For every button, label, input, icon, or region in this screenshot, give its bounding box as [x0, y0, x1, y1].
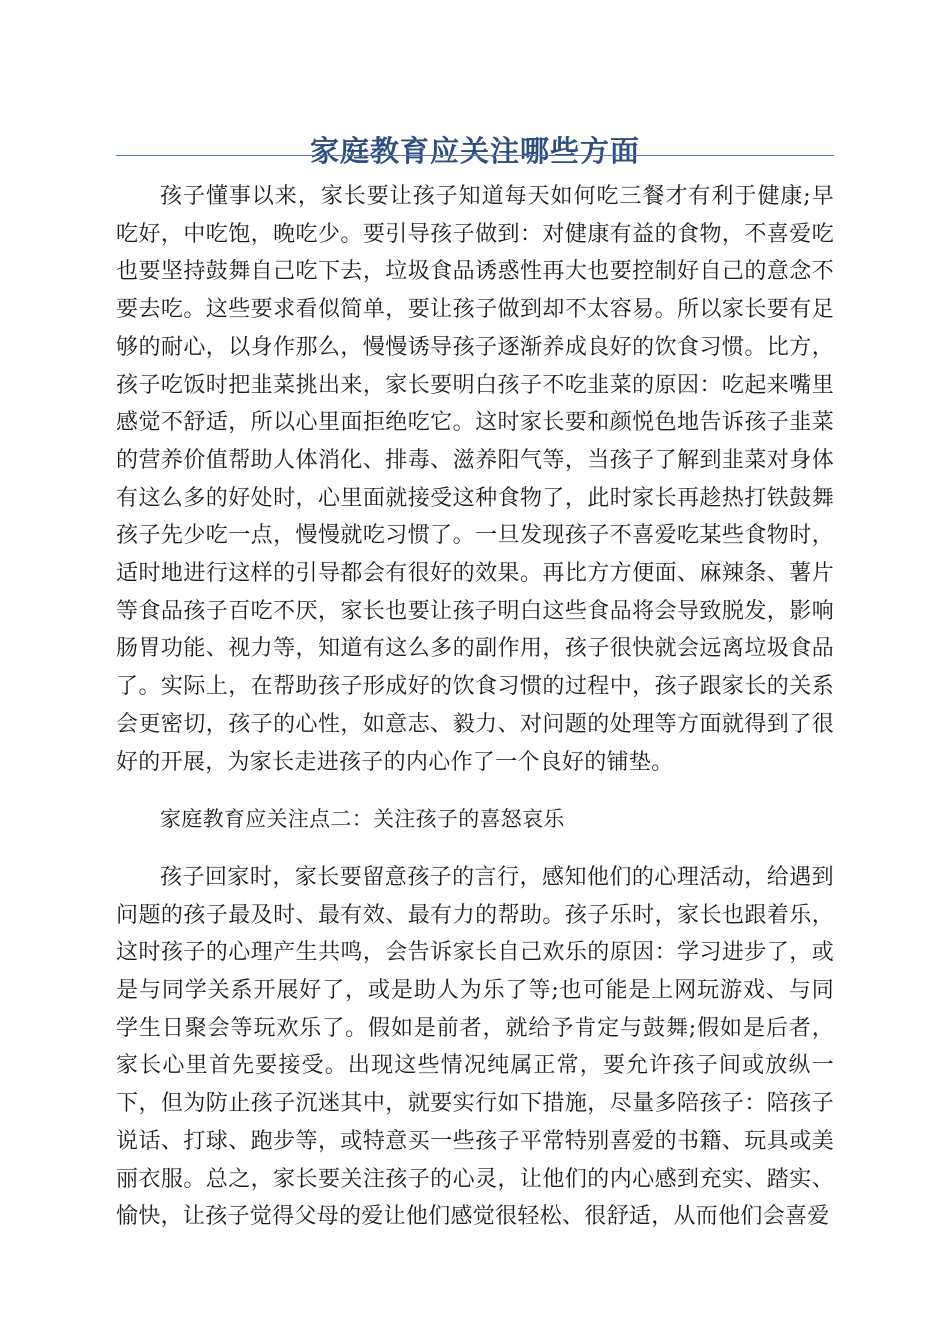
document-body — [116, 178, 834, 1236]
section-heading-point-two: 家庭教育应关注点二：关注孩子的喜怒哀乐 — [160, 807, 565, 832]
document-title: 家庭教育应关注哪些方面 — [309, 134, 640, 169]
title-underline — [116, 155, 834, 156]
paragraph-diet-habits: 孩子懂事以来，家长要让孩子知道每天如何吃三餐才有利于健康;早吃好，中吃饱，晚吃少。要引导孩子做到：对健康有益的食物，不喜爱吃也要坚持鼓舞自己吃下去，垃圾食品诱惑性再大也要控制好自己的意念不要去吃。这些要求看似简单，要让孩子做到却不太容易。所以家长要有足够的耐心，以身作那么，慢慢诱导孩子逐渐养成良好的饮食习惯。比方，孩子吃饭时把韭菜挑出来，家长要明白孩子不吃韭菜的原因：吃起来嘴里感觉不舒适，所以心里面拒绝吃它。这时家长要和颜悦色地告诉孩子韭菜的营养价值帮助人体消化、排毒、滋养阳气等，当孩子了解到韭菜对身体有这么多的好处时，心里面就接受这种食物了，此时家长再趁热打铁鼓舞孩子先少吃一点，慢慢就吃习惯了。一旦发现孩子不喜爱吃某些食物时，适时地进行这样的引导都会有很好的效果。再比方方便面、麻辣条、薯片等食品孩子百吃不厌，家长也要让孩子明白这些食品将会导致脱发，影响肠胃功能、视力等，知道有这么多的副作用，孩子很快就会远离垃圾食品了。实际上，在帮助孩子形成好的饮食习惯的过程中，孩子跟家长的关系会更密切，孩子的心性，如意志、毅力、对问题的处理等方面就得到了很好的开展，为家长走进孩子的内心作了一个良好的铺垫。 — [116, 184, 834, 775]
paragraph-emotions: 孩子回家时，家长要留意孩子的言行，感知他们的心理活动，给遇到问题的孩子最及时、最有效、最有力的帮助。孩子乐时，家长也跟着乐，这时孩子的心理产生共鸣，会告诉家长自己欢乐的原因：学习进步了，或是与同学关系开展好了，或是助人为乐了等;也可能是上网玩游戏、与同学生日聚会等玩欢乐了。假如是前者，就给予肯定与鼓舞;假如是后者，家长心里首先要接受。出现这些情况纯属正常，要允许孩子间或放纵一下，但为防止孩子沉迷其中，就要实行如下措施，尽量多陪孩子：陪孩子说话、打球、跑步等，或特意买一些孩子平常特别喜爱的书籍、玩具或美丽衣服。总之，家长要关注孩子的心灵，让他们的内心感到充实、踏实、愉快，让孩子觉得父母的爱让他们感觉很轻松、很舒适，从而他们会喜爱 — [116, 864, 834, 1230]
